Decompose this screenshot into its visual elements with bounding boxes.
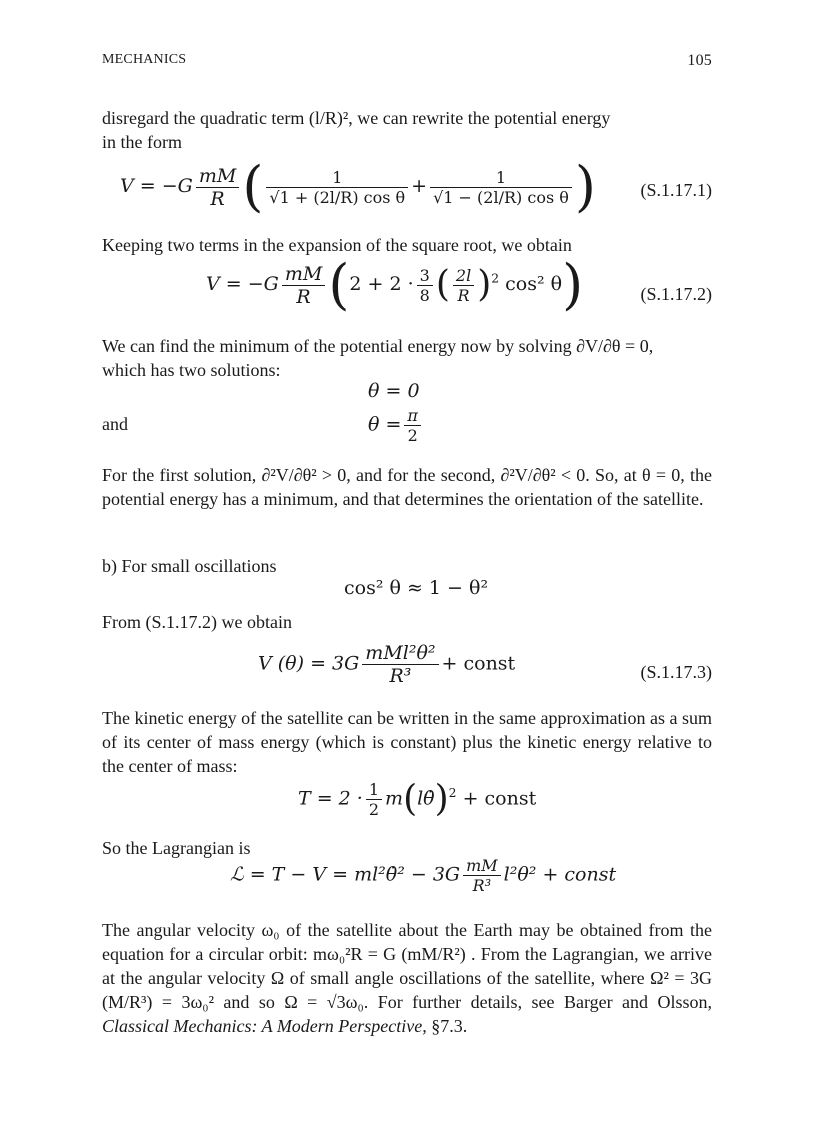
eq1-term1 (266, 168, 408, 207)
equation-lagrangian (230, 856, 616, 895)
eq4-const: + const (462, 787, 537, 810)
paragraph-lagrangian-intro: So the Lagrangian is (102, 838, 251, 858)
eq5-tail: l²θ² + const (503, 863, 617, 886)
eq3-const: + const (441, 652, 516, 675)
paragraph-first-solution: For the first solution, ∂²V/∂θ² > 0, and for the second, ∂²V/∂θ² < 0. So, at θ = 0, the potential energy has a minimum, and that determines the orientation of the satellite. (102, 465, 712, 509)
eq3-den: R³ (389, 665, 412, 687)
solution-theta-zero: θ = 0 (368, 380, 420, 402)
eq2-lhs: V = −G (206, 273, 279, 295)
eq2-three-eighths (417, 266, 433, 305)
eq1-term1-den: √1 + (2l/R) cos θ (269, 187, 406, 207)
section-ref: §7.3. (431, 1016, 468, 1036)
eq4-m: m (385, 787, 404, 810)
equation-s1171: V = −G $\frac{mM}{R}$ ( $\frac{1}{\text{√1 + (2l/R) cos θ}}$ + $\frac{1}{\text{√1 − (2l/R) cos θ}}$ ) (120, 155, 596, 218)
sol2-num: π (404, 406, 421, 426)
equation-s1172: V = −G $\frac{mM}{R}$ (2 + 2 · $\frac{3}{8}$ ( $\frac{2l}{R}$ )$^2$ cos² θ) (206, 253, 584, 316)
eq4-half (366, 780, 382, 819)
paragraph-angular-velocity (102, 918, 712, 1038)
equation-label-s1173: (S.1.17.3) (640, 662, 712, 682)
eq3-lhs: V (θ) = 3G (258, 652, 360, 675)
eq2-inner-den: R (457, 285, 470, 305)
eq1-term1-num: 1 (266, 168, 408, 188)
page-number: 105 (687, 52, 712, 69)
word-and: and (102, 414, 128, 434)
paragraph-minimum-line2: which has two solutions: (102, 360, 281, 380)
eq1-term2-den: √1 − (2l/R) cos θ (433, 187, 569, 207)
solution-theta-pi-over-2 (368, 406, 424, 445)
eq5-frac (463, 856, 501, 895)
paragraph-intro-line1: disregard the quadratic term (l/R)², we can rewrite the potential energy (102, 108, 611, 128)
paragraph-keep-two-terms: Keeping two terms in the expansion of the square root, we obtain (102, 235, 572, 255)
paragraph-from-s1172: From (S.1.17.2) we obtain (102, 612, 292, 632)
eq5-num: mM (463, 856, 501, 876)
eq3-num: mMl²θ² (362, 642, 438, 665)
eq5-den: R³ (472, 876, 492, 895)
eq1-prefactor-den: R (210, 187, 225, 210)
eq4-lhs: T = 2 · (298, 787, 363, 810)
eq5-lhs: ℒ = T − V = ml²θ̇² − 3G (230, 863, 461, 886)
running-header: MECHANICS (102, 52, 187, 67)
eq2-square: 2 (491, 271, 500, 286)
eq1-prefactor (196, 165, 239, 210)
paragraph-intro-line2: in the form (102, 132, 182, 152)
paragraph-kinetic-energy: The kinetic energy of the satellite can be written in the same approximation as a sum of its center of mass energy (which is constant) plus the kinetic energy relative to the center of mass: (102, 708, 712, 776)
eq3-frac (362, 642, 438, 687)
eq4-num: 1 (366, 780, 382, 800)
eq1-prefactor-num: mM (196, 165, 239, 188)
equation-label-s1171: (S.1.17.1) (640, 180, 712, 200)
equation-label-s1172: (S.1.17.2) (640, 284, 712, 304)
eq2-cos-term: cos² θ (505, 273, 563, 295)
eq1-lhs: V = −G (120, 175, 193, 197)
sol2-lhs: θ = (368, 413, 402, 436)
eq2-prefactor-num: mM (282, 263, 325, 286)
paragraph-minimum-line1: We can find the minimum of the potential energy now by solving ∂V/∂θ = 0, (102, 336, 654, 356)
eq2-inner-num: 2l (453, 266, 474, 286)
equation-s1173 (258, 642, 515, 687)
equation-cos-approx: cos² θ ≈ 1 − θ² (344, 577, 489, 599)
book-title: Classical Mechanics: A Modern Perspective, (102, 1016, 427, 1036)
part-b-heading: b) For small oscillations (102, 556, 277, 576)
eq2-inner-frac (453, 266, 474, 305)
eq2-prefactor-den: R (296, 285, 311, 308)
sol2-frac (404, 406, 421, 445)
eq1-term2 (430, 168, 572, 207)
eq4-inner: lθ̇ (417, 787, 435, 810)
eq4-square: 2 (448, 786, 457, 801)
eq2-eight: 8 (419, 285, 430, 305)
eq2-body: 2 + 2 · (349, 273, 414, 295)
eq1-plus: + (411, 175, 428, 197)
eq2-prefactor (282, 263, 325, 308)
angular-text: The angular velocity ω₀ of the satellite about the Earth may be obtained from the equation for a circular orbit: mω₀²R = G (mM/R²) . From the Lagrangian, we arrive at the angular velocity Ω of small angle oscillations of the satellite, where Ω² = 3G (M/R³) = 3ω₀² and so Ω = √3ω₀. For further details, see Barger and Olsson, (102, 920, 712, 1012)
eq2-three: 3 (417, 266, 433, 286)
eq1-term2-num: 1 (430, 168, 572, 188)
eq4-den: 2 (368, 800, 380, 819)
equation-kinetic: T = 2 · $\frac{1}{2}$ m(lθ̇)$^2$ + const (298, 778, 537, 820)
sol2-den: 2 (407, 426, 418, 445)
